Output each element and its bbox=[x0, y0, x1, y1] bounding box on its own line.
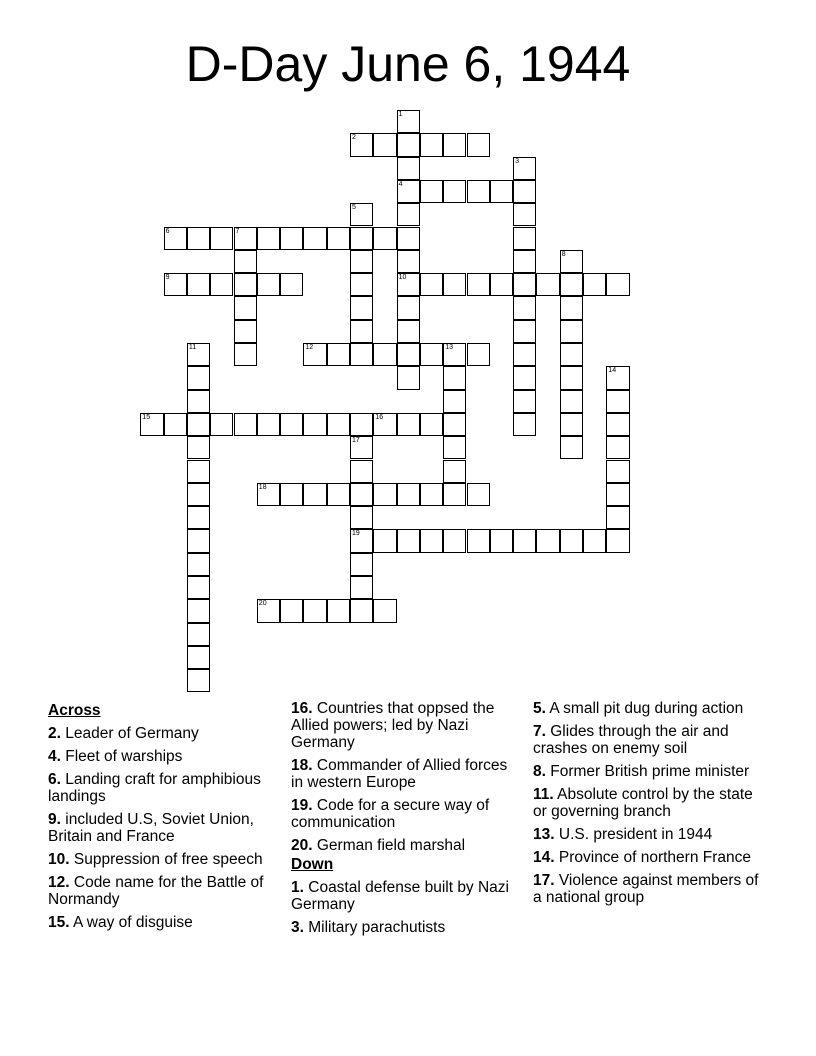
grid-cell[interactable] bbox=[513, 529, 536, 552]
grid-cell[interactable] bbox=[187, 343, 210, 366]
grid-cell[interactable] bbox=[187, 390, 210, 413]
grid-cell[interactable] bbox=[490, 529, 513, 552]
grid-cell[interactable] bbox=[560, 273, 583, 296]
clue-number: 3 bbox=[515, 157, 519, 165]
grid-cell[interactable] bbox=[350, 133, 373, 156]
grid-cell[interactable] bbox=[187, 669, 210, 692]
clue-down-11: 11. Absolute control by the state or governing branch bbox=[533, 786, 753, 820]
grid-cell[interactable] bbox=[327, 343, 350, 366]
clue-number: 18 bbox=[258, 483, 267, 491]
grid-cell[interactable] bbox=[373, 133, 396, 156]
clue-number: 19 bbox=[352, 530, 360, 538]
clue-number: 16 bbox=[375, 413, 384, 421]
grid-cell[interactable] bbox=[560, 296, 583, 319]
grid-cell[interactable] bbox=[350, 296, 373, 319]
grid-cell[interactable] bbox=[513, 390, 536, 413]
clue-across-4: 4. Fleet of warships bbox=[48, 748, 183, 765]
clue-number: 4 bbox=[398, 180, 403, 188]
clue-number: 5 bbox=[352, 204, 356, 212]
grid-cell[interactable] bbox=[187, 576, 210, 599]
grid-cell[interactable] bbox=[350, 343, 373, 366]
grid-cell[interactable] bbox=[187, 460, 210, 483]
grid-cell[interactable] bbox=[350, 320, 373, 343]
clue-number: 14 bbox=[608, 367, 617, 375]
grid-cell[interactable] bbox=[187, 366, 210, 389]
grid-cell[interactable] bbox=[257, 483, 280, 506]
grid-cell[interactable] bbox=[513, 366, 536, 389]
grid-cell[interactable] bbox=[280, 599, 303, 622]
grid-cell[interactable] bbox=[467, 180, 490, 203]
grid-cell[interactable] bbox=[397, 320, 420, 343]
grid-cell[interactable] bbox=[583, 273, 606, 296]
grid-cell[interactable] bbox=[443, 390, 466, 413]
grid-cell[interactable] bbox=[443, 460, 466, 483]
grid-cell[interactable] bbox=[234, 227, 257, 250]
grid-cell[interactable] bbox=[606, 366, 629, 389]
grid-cell[interactable] bbox=[187, 413, 210, 436]
clues-column-3 bbox=[533, 700, 765, 912]
grid-cell[interactable] bbox=[397, 296, 420, 319]
grid-cell[interactable] bbox=[467, 273, 490, 296]
grid-cell[interactable] bbox=[420, 529, 443, 552]
grid-cell[interactable] bbox=[234, 413, 257, 436]
clue-down-1: 1. Coastal defense built by Nazi Germany bbox=[291, 879, 510, 913]
clue-across-19: 19. Code for a secure way of communication bbox=[291, 797, 490, 831]
grid-cell[interactable] bbox=[187, 227, 210, 250]
grid-cell[interactable] bbox=[234, 250, 257, 273]
grid-cell[interactable] bbox=[606, 460, 629, 483]
clue-down-7: 7. Glides through the air and crashes on enemy soil bbox=[533, 723, 729, 757]
grid-cell[interactable] bbox=[606, 390, 629, 413]
grid-cell[interactable] bbox=[257, 599, 280, 622]
grid-cell[interactable] bbox=[397, 203, 420, 226]
grid-cell[interactable] bbox=[187, 599, 210, 622]
grid-cell[interactable] bbox=[327, 599, 350, 622]
grid-cell[interactable] bbox=[350, 483, 373, 506]
grid-cell[interactable] bbox=[420, 413, 443, 436]
grid-cell[interactable] bbox=[327, 483, 350, 506]
grid-cell[interactable] bbox=[606, 529, 629, 552]
grid-cell[interactable] bbox=[467, 483, 490, 506]
clue-down-5: 5. A small pit dug during action bbox=[533, 700, 744, 717]
grid-cell[interactable] bbox=[513, 320, 536, 343]
grid-cell[interactable] bbox=[513, 273, 536, 296]
grid-cell[interactable] bbox=[513, 413, 536, 436]
grid-cell[interactable] bbox=[280, 413, 303, 436]
clue-across-20: 20. German field marshal bbox=[291, 837, 466, 854]
grid-cell[interactable] bbox=[420, 180, 443, 203]
grid-cell[interactable] bbox=[303, 483, 326, 506]
clue-number: 11 bbox=[188, 344, 197, 351]
grid-cell[interactable] bbox=[513, 157, 536, 180]
grid-cell[interactable] bbox=[350, 553, 373, 576]
grid-cell[interactable] bbox=[536, 273, 559, 296]
grid-cell[interactable] bbox=[350, 576, 373, 599]
grid-cell[interactable] bbox=[303, 413, 326, 436]
grid-cell[interactable] bbox=[303, 599, 326, 622]
grid-cell[interactable] bbox=[513, 296, 536, 319]
grid-cell[interactable] bbox=[606, 436, 629, 459]
grid-cell[interactable] bbox=[373, 483, 396, 506]
grid-cell[interactable] bbox=[257, 273, 280, 296]
grid-cell[interactable] bbox=[443, 413, 466, 436]
grid-cell[interactable] bbox=[490, 273, 513, 296]
grid-cell[interactable] bbox=[257, 413, 280, 436]
grid-cell[interactable] bbox=[420, 343, 443, 366]
grid-cell[interactable] bbox=[234, 273, 257, 296]
grid-cell[interactable] bbox=[234, 296, 257, 319]
grid-cell[interactable] bbox=[560, 320, 583, 343]
grid-cell[interactable] bbox=[606, 413, 629, 436]
clue-number: 9 bbox=[165, 274, 170, 282]
grid-cell[interactable] bbox=[350, 436, 373, 459]
clue-down-14: 14. Province of northern France bbox=[533, 849, 751, 866]
clue-number: 10 bbox=[398, 274, 407, 282]
grid-cell[interactable] bbox=[397, 227, 420, 250]
clue-across-15: 15. A way of disguise bbox=[48, 914, 193, 931]
grid-cell[interactable] bbox=[350, 203, 373, 226]
grid-cell[interactable] bbox=[187, 273, 210, 296]
grid-cell[interactable] bbox=[467, 529, 490, 552]
grid-cell[interactable] bbox=[397, 250, 420, 273]
grid-cell[interactable] bbox=[187, 529, 210, 552]
grid-cell[interactable] bbox=[397, 273, 420, 296]
grid-cell[interactable] bbox=[560, 250, 583, 273]
grid-cell[interactable] bbox=[280, 483, 303, 506]
clue-down-3: 3. Military parachutists bbox=[291, 919, 446, 936]
grid-cell[interactable] bbox=[350, 413, 373, 436]
grid-cell[interactable] bbox=[210, 413, 233, 436]
clue-number: 6 bbox=[165, 227, 170, 235]
grid-cell[interactable] bbox=[350, 460, 373, 483]
grid-cell[interactable] bbox=[280, 273, 303, 296]
grid-cell[interactable] bbox=[560, 529, 583, 552]
grid-cell[interactable] bbox=[327, 413, 350, 436]
clue-number: 2 bbox=[352, 134, 356, 142]
clue-across-6: 6. Landing craft for amphibious landings bbox=[48, 771, 261, 805]
clues-column-2 bbox=[291, 700, 523, 942]
grid-cell[interactable] bbox=[397, 343, 420, 366]
grid-cell[interactable] bbox=[513, 343, 536, 366]
grid-cell[interactable] bbox=[164, 273, 187, 296]
grid-cell[interactable] bbox=[443, 180, 466, 203]
clue-across-16: 16. Countries that oppsed the Allied powers; led by Nazi Germany bbox=[291, 700, 495, 751]
clue-number: 20 bbox=[258, 600, 267, 608]
grid-cell[interactable] bbox=[234, 320, 257, 343]
clues-column-1 bbox=[48, 700, 280, 937]
grid-cell[interactable] bbox=[234, 343, 257, 366]
grid-cell[interactable] bbox=[513, 227, 536, 250]
clue-across-2: 2. Leader of Germany bbox=[48, 725, 199, 742]
grid-cell[interactable] bbox=[350, 250, 373, 273]
grid-cell[interactable] bbox=[606, 483, 629, 506]
clue-number: 7 bbox=[235, 227, 240, 235]
grid-cell[interactable] bbox=[187, 623, 210, 646]
clue-number: 15 bbox=[142, 413, 151, 421]
grid-cell[interactable] bbox=[560, 343, 583, 366]
grid-cell[interactable] bbox=[140, 413, 163, 436]
grid-cell[interactable] bbox=[606, 273, 629, 296]
clue-number: 12 bbox=[305, 344, 314, 351]
grid-cell[interactable] bbox=[443, 529, 466, 552]
grid-cell[interactable] bbox=[443, 366, 466, 389]
grid-cell[interactable] bbox=[583, 529, 606, 552]
clue-number: 13 bbox=[445, 344, 453, 351]
grid-cell[interactable] bbox=[397, 413, 420, 436]
grid-cell[interactable] bbox=[350, 506, 373, 529]
grid-cell[interactable] bbox=[467, 133, 490, 156]
grid-cell[interactable] bbox=[560, 436, 583, 459]
grid-cell[interactable] bbox=[560, 366, 583, 389]
across-heading: Across bbox=[48, 702, 101, 719]
grid-cell[interactable] bbox=[210, 273, 233, 296]
clue-across-18: 18. Commander of Allied forces in western Europe bbox=[291, 757, 508, 791]
grid-cell[interactable] bbox=[443, 483, 466, 506]
grid-cell[interactable] bbox=[443, 273, 466, 296]
grid-cell[interactable] bbox=[443, 133, 466, 156]
grid-cell[interactable] bbox=[164, 227, 187, 250]
down-heading: Down bbox=[291, 856, 334, 873]
grid-cell[interactable] bbox=[420, 483, 443, 506]
grid-cell[interactable] bbox=[164, 413, 187, 436]
clue-number: 1 bbox=[398, 111, 403, 118]
grid-cell[interactable] bbox=[513, 250, 536, 273]
grid-cell[interactable] bbox=[350, 529, 373, 552]
grid-cell[interactable] bbox=[280, 227, 303, 250]
puzzle-title: D-Day June 6, 1944 bbox=[185, 36, 631, 92]
grid-cell[interactable] bbox=[397, 133, 420, 156]
grid-cell[interactable] bbox=[397, 366, 420, 389]
clue-across-10: 10. Suppression of free speech bbox=[48, 851, 263, 868]
clue-down-17: 17. Violence against members of a national group bbox=[533, 872, 759, 906]
grid-cell[interactable] bbox=[350, 599, 373, 622]
grid-cell[interactable] bbox=[373, 227, 396, 250]
grid-cell[interactable] bbox=[257, 227, 280, 250]
clue-number: 8 bbox=[561, 250, 566, 258]
grid-cell[interactable] bbox=[513, 203, 536, 226]
clue-down-8: 8. Former British prime minister bbox=[533, 763, 750, 780]
grid-cell[interactable] bbox=[187, 506, 210, 529]
grid-cell[interactable] bbox=[210, 227, 233, 250]
grid-cell[interactable] bbox=[397, 529, 420, 552]
grid-cell[interactable] bbox=[187, 483, 210, 506]
clue-number: 17 bbox=[352, 437, 360, 445]
grid-cell[interactable] bbox=[397, 110, 420, 133]
grid-cell[interactable] bbox=[536, 529, 559, 552]
grid-cell[interactable] bbox=[513, 180, 536, 203]
grid-cell[interactable] bbox=[560, 413, 583, 436]
grid-cell[interactable] bbox=[420, 273, 443, 296]
grid-cell[interactable] bbox=[350, 273, 373, 296]
grid-cell[interactable] bbox=[443, 343, 466, 366]
grid-cell[interactable] bbox=[467, 343, 490, 366]
grid-cell[interactable] bbox=[560, 390, 583, 413]
grid-cell[interactable] bbox=[373, 343, 396, 366]
grid-cell[interactable] bbox=[373, 529, 396, 552]
grid-cell[interactable] bbox=[373, 599, 396, 622]
grid-cell[interactable] bbox=[443, 436, 466, 459]
grid-cell[interactable] bbox=[397, 157, 420, 180]
grid-cell[interactable] bbox=[490, 180, 513, 203]
grid-cell[interactable] bbox=[350, 227, 373, 250]
grid-cell[interactable] bbox=[327, 227, 350, 250]
grid-cell[interactable] bbox=[303, 227, 326, 250]
clue-across-9: 9. included U.S, Soviet Union, Britain and France bbox=[48, 811, 254, 845]
clue-across-12: 12. Code name for the Battle of Normandy bbox=[48, 874, 264, 908]
grid-cell[interactable] bbox=[303, 343, 326, 366]
clue-down-13: 13. U.S. president in 1944 bbox=[533, 826, 713, 843]
grid-cell[interactable] bbox=[187, 553, 210, 576]
grid-cell[interactable] bbox=[187, 436, 210, 459]
grid-cell[interactable] bbox=[373, 413, 396, 436]
grid-cell[interactable] bbox=[397, 483, 420, 506]
grid-cell[interactable] bbox=[187, 646, 210, 669]
grid-cell[interactable] bbox=[606, 506, 629, 529]
grid-cell[interactable] bbox=[397, 180, 420, 203]
grid-cell[interactable] bbox=[420, 133, 443, 156]
